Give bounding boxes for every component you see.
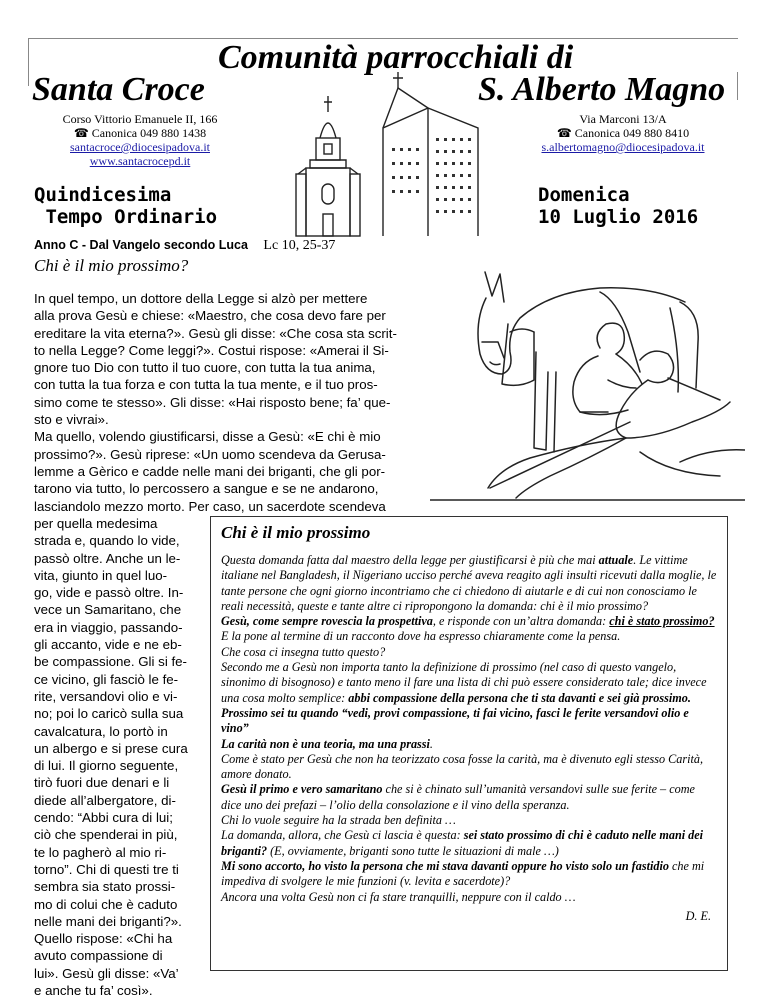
gospel-source: - Dal Vangelo secondo Luca xyxy=(78,238,248,252)
gospel-line: ciò che spenderai in più, xyxy=(34,827,178,843)
gospel-line: strada e, quando lo vide, xyxy=(34,533,180,549)
gospel-line: Ma quello, volendo giustificarsi, disse a Gesù: «E chi è mio xyxy=(34,429,381,445)
page-title: Comunità parrocchiali di xyxy=(218,39,574,76)
gospel-subtitle: Chi è il mio prossimo? xyxy=(34,256,189,275)
gospel-line: prossimo?». Gesù riprese: «Un uomo scendeva da Gerusa- xyxy=(34,446,386,462)
parish-right-name: S. Alberto Magno xyxy=(478,71,726,108)
gospel-line: gli accanto, vide e ne eb- xyxy=(34,637,182,653)
gospel-line: simo come te stesso». Gli disse: «Hai risposto bene; fa’ que- xyxy=(34,394,391,410)
commentary-paragraph: La carità non è una teoria, ma una prassi. xyxy=(221,736,433,751)
gospel-line: Quello rispose: «Chi ha xyxy=(34,931,173,947)
gospel-line: ce vicino, gli fasciò le fe- xyxy=(34,671,179,687)
liturgy-right-line2: 10 Luglio 2016 xyxy=(538,206,699,228)
gospel-line: tarono via tutto, lo percossero a sangue e se ne andarono, xyxy=(34,481,379,497)
gospel-line: un albergo e si prese cura xyxy=(34,740,188,756)
gospel-heading xyxy=(34,238,335,254)
churches-illustration xyxy=(288,68,488,240)
commentary-paragraph: Prossimo sei tu quando “vedi, provi compassione, ti fai vicino, fasci le ferite versandovi olio e vino” xyxy=(221,705,689,736)
commentary-paragraph: Secondo me a Gesù non importa tanto la definizione di prossimo (nel caso di questo vangelo, sinonimo di bisognoso) e tanto meno il fare una lista di chi può essere considerato tale; dice invece una cosa molto semplice: abbi compassione della persona che ti sta davanti e sei già prossimo. xyxy=(221,660,707,705)
liturgy-left-line2: Tempo Ordinario xyxy=(34,206,218,228)
gospel-line: te lo pagherò al mio ri- xyxy=(34,844,167,860)
gospel-line: vece un Samaritano, che xyxy=(34,602,182,618)
gospel-line: vita, giunto in quel luo- xyxy=(34,567,168,583)
commentary-paragraph: Mi sono accorto, ho visto la persona che mi stava davanti oppure ho visto solo un fastidio che mi impediva di svolgere le mie funzioni (v. levita e sacerdote)? xyxy=(221,858,705,889)
good-samaritan-illustration xyxy=(430,262,745,502)
commentary-paragraph: Gesù, come sempre rovescia la prospettiva, e risponde con un’altra domanda: chi è stato prossimo? E la pone al termine di un racconto dove ha espresso chiaramente come la pensa. xyxy=(221,614,715,644)
gospel-line: alla prova Gesù e chiese: «Maestro, che cosa devo fare per xyxy=(34,308,386,324)
commentary-paragraph: La domanda, allora, che Gesù ci lascia è questa: sei stato prossimo di chi è caduto nelle mani dei briganti? (E, ovviamente, briganti sono tutte le situazioni di male …) xyxy=(221,828,704,858)
commentary-text xyxy=(221,553,717,924)
gospel-line: mo di colui che è caduto xyxy=(34,896,178,912)
header-frame-right xyxy=(737,72,738,100)
commentary-paragraph: Gesù il primo e vero samaritano che si è chinato sull’umanità versandovi sulle sue ferite – come dice uno dei prefazi – l’olio della consolazione e il vino della speranza. xyxy=(221,782,695,812)
right-contact-block xyxy=(508,112,738,154)
gospel-line: per quella medesima xyxy=(34,516,158,531)
commentary-box xyxy=(210,516,728,971)
gospel-line: nelle mani dei briganti?». xyxy=(34,913,182,929)
gospel-line: rite, versandovi olio e vi- xyxy=(34,688,178,704)
gospel-line: era in viaggio, passando- xyxy=(34,619,183,635)
commentary-paragraph: Che cosa ci insegna tutto questo? xyxy=(221,644,386,659)
gospel-text-wide xyxy=(34,290,414,515)
commentary-signature: D. E. xyxy=(685,908,711,923)
parish-left-name: Santa Croce xyxy=(32,71,205,108)
commentary-paragraph: Ancora una volta Gesù non ci fa stare tranquilli, neppure con il caldo … xyxy=(221,889,576,904)
gospel-line: ereditare la vita eterna?». Gesù gli disse: «Che cosa sta scrit- xyxy=(34,325,397,341)
gospel-line: cavalcatura, lo portò in xyxy=(34,723,168,739)
gospel-line: no; poi lo caricò sulla sua xyxy=(34,706,184,722)
right-phone: ☎ Canonica 049 880 8410 xyxy=(556,126,690,140)
gospel-line: cendo: “Abbi cura di lui; xyxy=(34,810,173,826)
right-address: Via Marconi 13/A xyxy=(579,112,667,126)
left-address: Corso Vittorio Emanuele II, 166 xyxy=(62,112,218,126)
gospel-line: lui». Gesù gli disse: «Va’ xyxy=(34,965,179,981)
gospel-line: lasciandolo mezzo morto. Per caso, un sacerdote scendeva xyxy=(34,498,386,514)
gospel-line: avuto compassione di xyxy=(34,948,163,964)
gospel-line: diede all’albergatore, di- xyxy=(34,792,176,808)
left-phone: ☎ Canonica 049 880 1438 xyxy=(73,126,207,140)
gospel-line: sembra sia stato prossi- xyxy=(34,879,176,895)
commentary-paragraph: Questa domanda fatta dal maestro della legge per giustificarsi è più che mai attuale. Le vittime italiane nel Bangladesh, il Nigeriano ucciso perché aveva reagito agli insulti ricevuti dalla moglie, le tante persone che ogni giorno incontriamo che ci chiedono di aiutarle e di cui non conosciamo le reali necessità, queste e tante altre ci ripropongono la domanda: chi è il mio prossimo? xyxy=(221,553,717,613)
gospel-text-narrow xyxy=(34,515,204,999)
commentary-paragraph: Chi lo vuole seguire ha la strada ben definita … xyxy=(221,813,456,828)
right-email-link[interactable]: s.albertomagno@diocesipadova.it xyxy=(541,140,705,154)
gospel-line: gnore tuo Dio con tutto il tuo cuore, con tutta la tua anima, xyxy=(34,360,376,376)
left-web-link[interactable]: www.santacrocepd.it xyxy=(89,154,191,168)
gospel-line: be compassione. Gli si fe- xyxy=(34,654,187,670)
left-email-link[interactable]: santacroce@diocesipadova.it xyxy=(70,140,210,154)
gospel-line: tirò fuori due denari e li xyxy=(34,775,170,791)
gospel-line: torno”. Chi di questi tre ti xyxy=(34,861,179,877)
gospel-line: sto e vivrai». xyxy=(34,412,109,428)
liturgy-right-line1: Domenica xyxy=(538,184,630,206)
gospel-line: go, vide e passò oltre. In- xyxy=(34,585,184,601)
gospel-line: e anche tu fa’ così». xyxy=(34,983,153,999)
gospel-line: con tutta la tua forza e con tutta la tua mente, e il tuo pros- xyxy=(34,377,378,393)
gospel-line: In quel tempo, un dottore della Legge si alzò per mettere xyxy=(34,291,368,306)
left-contact-block xyxy=(40,112,240,168)
commentary-paragraph: Come è stato per Gesù che non ha teorizzato cosa fosse la carità, ma è divenuto egli stesso Carità, amore donato. xyxy=(221,751,704,782)
liturgical-year: Anno C xyxy=(34,238,79,252)
liturgy-left-line1: Quindicesima xyxy=(34,184,172,206)
gospel-line: to nella Legge? Come leggi?». Costui rispose: «Amerai il Si- xyxy=(34,342,389,358)
gospel-line: di lui. Il giorno seguente, xyxy=(34,758,179,774)
header-frame-left xyxy=(28,38,29,86)
gospel-line: passò oltre. Anche un le- xyxy=(34,550,181,566)
commentary-title: Chi è il mio prossimo xyxy=(221,523,371,542)
gospel-reference: Lc 10, 25-37 xyxy=(263,238,336,253)
gospel-line: lemme a Gèrico e cadde nelle mani dei briganti, che gli por- xyxy=(34,463,386,479)
